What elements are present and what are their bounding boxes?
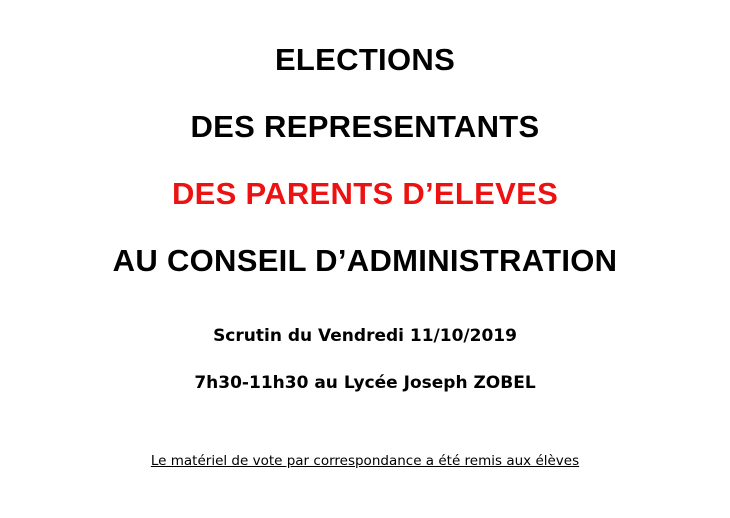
vote-date: Scrutin du Vendredi 11/10/2019 — [213, 326, 517, 346]
heading-elections: ELECTIONS — [274, 42, 456, 77]
heading-board: AU CONSEIL D’ADMINISTRATION — [112, 243, 618, 278]
heading-parents: DES PARENTS D’ELEVES — [171, 176, 559, 211]
postal-vote-note: Le matériel de vote par correspondance a été remis aux élèves — [150, 453, 580, 469]
heading-representatives: DES REPRESENTANTS — [190, 109, 540, 144]
vote-time-place: 7h30-11h30 au Lycée Joseph ZOBEL — [194, 373, 536, 393]
